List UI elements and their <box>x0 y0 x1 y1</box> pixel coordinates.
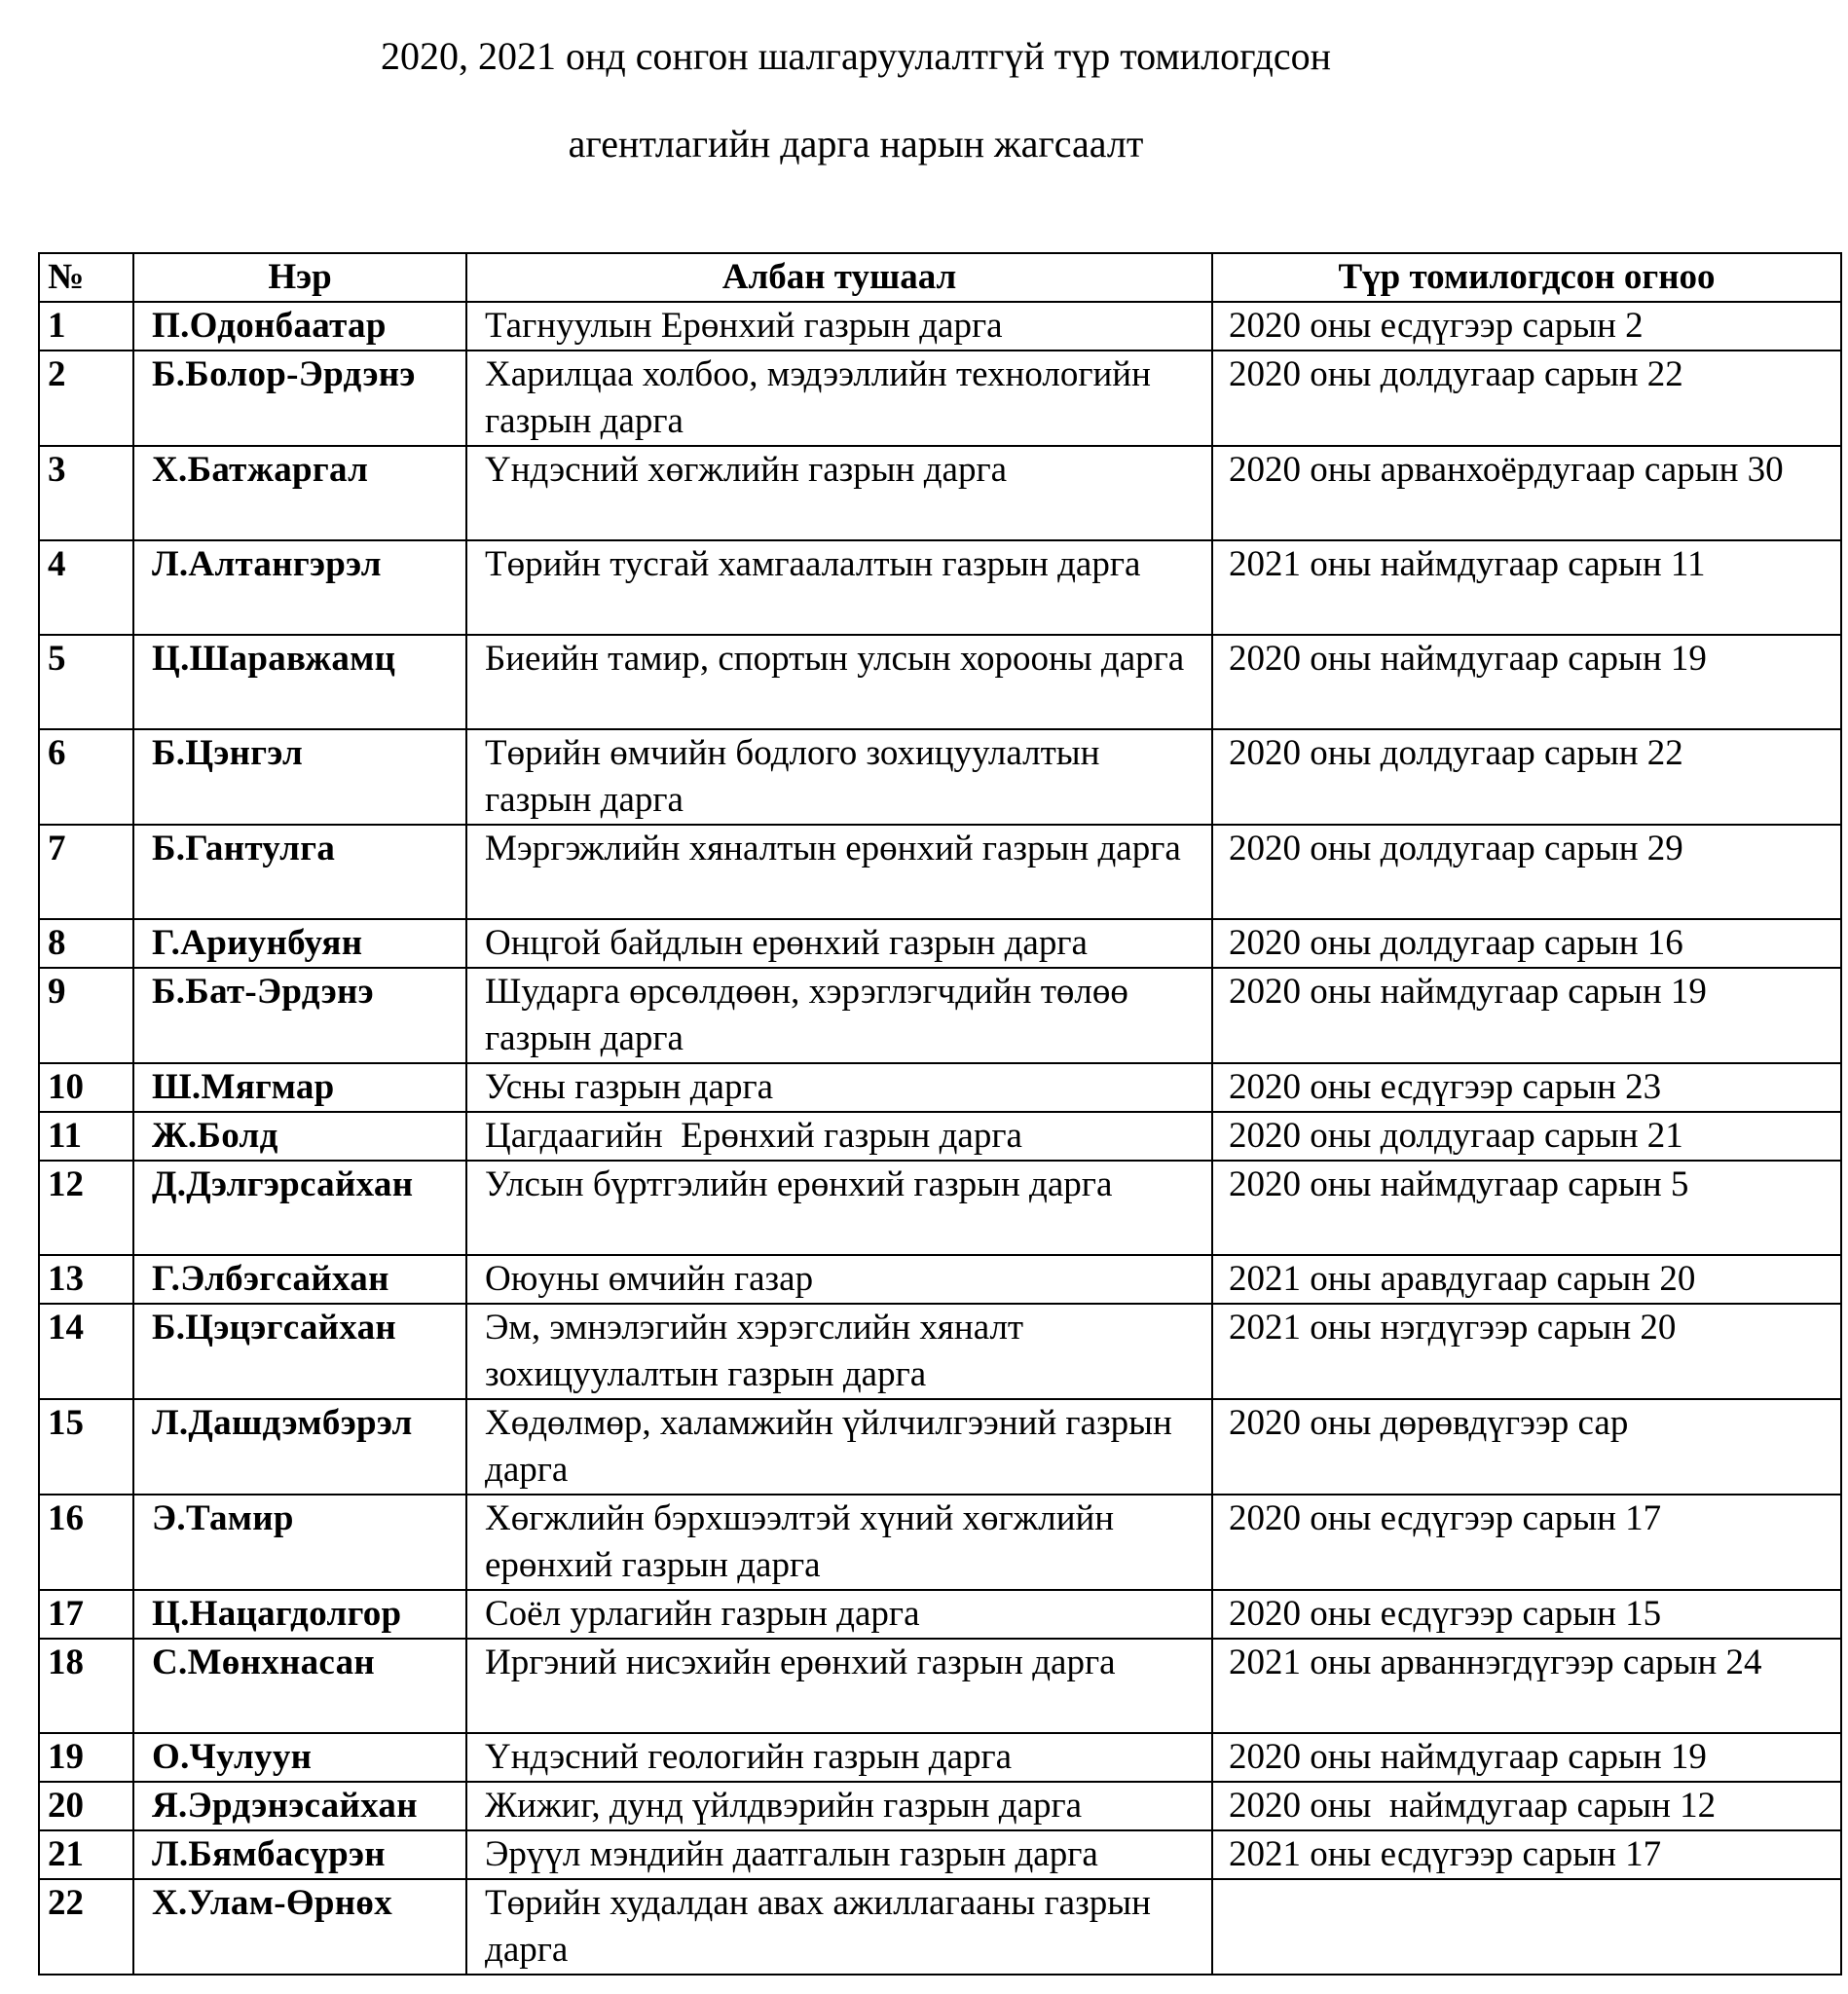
position-title: Соёл урлагийн газрын дарга <box>466 1590 1212 1639</box>
appointment-date: 2021 оны наймдугаар сарын 11 <box>1212 540 1841 635</box>
table-row <box>39 1161 1841 1255</box>
position-title: Үндэсний хөгжлийн газрын дарга <box>466 446 1212 540</box>
table-row <box>39 635 1841 729</box>
row-number: 17 <box>39 1590 133 1639</box>
row-number: 3 <box>39 446 133 540</box>
appointment-date: 2020 оны дөрөвдүгээр сар <box>1212 1399 1841 1495</box>
appointment-date: 2021 оны арваннэгдүгээр сарын 24 <box>1212 1639 1841 1733</box>
row-number: 7 <box>39 825 133 919</box>
person-name: Б.Гантулга <box>133 825 466 919</box>
table-row <box>39 1639 1841 1733</box>
person-name: Э.Тамир <box>133 1495 466 1590</box>
document-title-line-2: агентлагийн дарга нарын жагсаалт <box>568 122 1144 166</box>
column-header-number: № <box>39 253 133 302</box>
table-row <box>39 825 1841 919</box>
table-row <box>39 1830 1841 1879</box>
position-title: Улсын бүртгэлийн ерөнхий газрын дарга <box>466 1161 1212 1255</box>
appointment-date: 2020 оны долдугаар сарын 22 <box>1212 351 1841 446</box>
appointment-date: 2020 оны наймдугаар сарын 19 <box>1212 635 1841 729</box>
row-number: 19 <box>39 1733 133 1782</box>
person-name: Х.Улам-Өрнөх <box>133 1879 466 1975</box>
position-title: Үндэсний геологийн газрын дарга <box>466 1733 1212 1782</box>
position-title: Онцгой байдлын ерөнхий газрын дарга <box>466 919 1212 968</box>
table-row <box>39 1304 1841 1399</box>
document-title-line-1: 2020, 2021 онд сонгон шалгаруулалтгүй түр томилогдсон <box>380 34 1332 78</box>
person-name: Я.Эрдэнэсайхан <box>133 1782 466 1830</box>
column-header-name: Нэр <box>133 253 466 302</box>
person-name: Л.Бямбасүрэн <box>133 1830 466 1879</box>
appointment-date: 2020 оны есдүгээр сарын 2 <box>1212 302 1841 351</box>
row-number: 20 <box>39 1782 133 1830</box>
table-row <box>39 1495 1841 1590</box>
appointment-date: 2020 оны долдугаар сарын 22 <box>1212 729 1841 825</box>
position-title: Иргэний нисэхийн ерөнхий газрын дарга <box>466 1639 1212 1733</box>
table-row <box>39 1733 1841 1782</box>
appointment-date <box>1212 1879 1841 1975</box>
row-number: 22 <box>39 1879 133 1975</box>
position-title: Эм, эмнэлэгийн хэрэгслийн хяналт зохицуулалтын газрын дарга <box>466 1304 1212 1399</box>
table-row <box>39 446 1841 540</box>
person-name: Б.Цэцэгсайхан <box>133 1304 466 1399</box>
appointment-date: 2020 оны наймдугаар сарын 12 <box>1212 1782 1841 1830</box>
appointment-date: 2021 оны нэгдүгээр сарын 20 <box>1212 1304 1841 1399</box>
table-row <box>39 968 1841 1063</box>
appointment-date: 2021 оны аравдугаар сарын 20 <box>1212 1255 1841 1304</box>
row-number: 9 <box>39 968 133 1063</box>
row-number: 12 <box>39 1161 133 1255</box>
position-title: Эрүүл мэндийн даатгалын газрын дарга <box>466 1830 1212 1879</box>
appointment-date: 2020 оны наймдугаар сарын 19 <box>1212 968 1841 1063</box>
appointment-date: 2020 оны долдугаар сарын 21 <box>1212 1112 1841 1161</box>
appointment-date: 2020 оны наймдугаар сарын 5 <box>1212 1161 1841 1255</box>
position-title: Төрийн өмчийн бодлого зохицуулалтын газрын дарга <box>466 729 1212 825</box>
position-title: Мэргэжлийн хяналтын ерөнхий газрын дарга <box>466 825 1212 919</box>
person-name: Ц.Шаравжамц <box>133 635 466 729</box>
appointment-date: 2021 оны есдүгээр сарын 17 <box>1212 1830 1841 1879</box>
table-row <box>39 919 1841 968</box>
position-title: Төрийн худалдан авах ажиллагааны газрын дарга <box>466 1879 1212 1975</box>
position-title: Хөдөлмөр, халамжийн үйлчилгээний газрын дарга <box>466 1399 1212 1495</box>
appointment-date: 2020 оны долдугаар сарын 29 <box>1212 825 1841 919</box>
position-title: Хөгжлийн бэрхшээлтэй хүний хөгжлийн ерөнхий газрын дарга <box>466 1495 1212 1590</box>
column-header-position: Албан тушаал <box>466 253 1212 302</box>
person-name: Ц.Нацагдолгор <box>133 1590 466 1639</box>
row-number: 16 <box>39 1495 133 1590</box>
table-row <box>39 540 1841 635</box>
person-name: П.Одонбаатар <box>133 302 466 351</box>
position-title: Оюуны өмчийн газар <box>466 1255 1212 1304</box>
person-name: Б.Бат-Эрдэнэ <box>133 968 466 1063</box>
row-number: 13 <box>39 1255 133 1304</box>
person-name: Ж.Болд <box>133 1112 466 1161</box>
appointment-date: 2020 оны есдүгээр сарын 15 <box>1212 1590 1841 1639</box>
table-row <box>39 1590 1841 1639</box>
row-number: 6 <box>39 729 133 825</box>
table-row <box>39 729 1841 825</box>
position-title: Усны газрын дарга <box>466 1063 1212 1112</box>
row-number: 14 <box>39 1304 133 1399</box>
row-number: 11 <box>39 1112 133 1161</box>
table-row <box>39 1782 1841 1830</box>
person-name: Д.Дэлгэрсайхан <box>133 1161 466 1255</box>
row-number: 5 <box>39 635 133 729</box>
appointment-date: 2020 оны есдүгээр сарын 23 <box>1212 1063 1841 1112</box>
row-number: 4 <box>39 540 133 635</box>
person-name: Б.Болор-Эрдэнэ <box>133 351 466 446</box>
appointment-date: 2020 оны арванхоёрдугаар сарын 30 <box>1212 446 1841 540</box>
person-name: Х.Батжаргал <box>133 446 466 540</box>
row-number: 10 <box>39 1063 133 1112</box>
table-row <box>39 1063 1841 1112</box>
row-number: 1 <box>39 302 133 351</box>
row-number: 18 <box>39 1639 133 1733</box>
person-name: С.Мөнхнасан <box>133 1639 466 1733</box>
person-name: Л.Дашдэмбэрэл <box>133 1399 466 1495</box>
position-title: Биеийн тамир, спортын улсын хорооны дарга <box>466 635 1212 729</box>
appointments-table <box>38 252 1842 1976</box>
position-title: Шударга өрсөлдөөн, хэрэглэгчдийн төлөө газрын дарга <box>466 968 1212 1063</box>
position-title: Төрийн тусгай хамгаалалтын газрын дарга <box>466 540 1212 635</box>
table-row <box>39 1399 1841 1495</box>
table-row <box>39 1879 1841 1975</box>
person-name: Ш.Мягмар <box>133 1063 466 1112</box>
row-number: 2 <box>39 351 133 446</box>
table-row <box>39 351 1841 446</box>
table-row <box>39 1255 1841 1304</box>
person-name: Л.Алтангэрэл <box>133 540 466 635</box>
row-number: 15 <box>39 1399 133 1495</box>
position-title: Харилцаа холбоо, мэдээллийн технологийн газрын дарга <box>466 351 1212 446</box>
position-title: Жижиг, дунд үйлдвэрийн газрын дарга <box>466 1782 1212 1830</box>
person-name: Г.Ариунбуян <box>133 919 466 968</box>
person-name: Б.Цэнгэл <box>133 729 466 825</box>
person-name: О.Чулуун <box>133 1733 466 1782</box>
table-row <box>39 1112 1841 1161</box>
appointment-date: 2020 оны наймдугаар сарын 19 <box>1212 1733 1841 1782</box>
table-header-row <box>39 253 1841 302</box>
row-number: 8 <box>39 919 133 968</box>
row-number: 21 <box>39 1830 133 1879</box>
person-name: Г.Элбэгсайхан <box>133 1255 466 1304</box>
appointment-date: 2020 оны долдугаар сарын 16 <box>1212 919 1841 968</box>
table-row <box>39 302 1841 351</box>
position-title: Цагдаагийн Ерөнхий газрын дарга <box>466 1112 1212 1161</box>
appointment-date: 2020 оны есдүгээр сарын 17 <box>1212 1495 1841 1590</box>
position-title: Тагнуулын Ерөнхий газрын дарга <box>466 302 1212 351</box>
column-header-date: Түр томилогдсон огноо <box>1212 253 1841 302</box>
